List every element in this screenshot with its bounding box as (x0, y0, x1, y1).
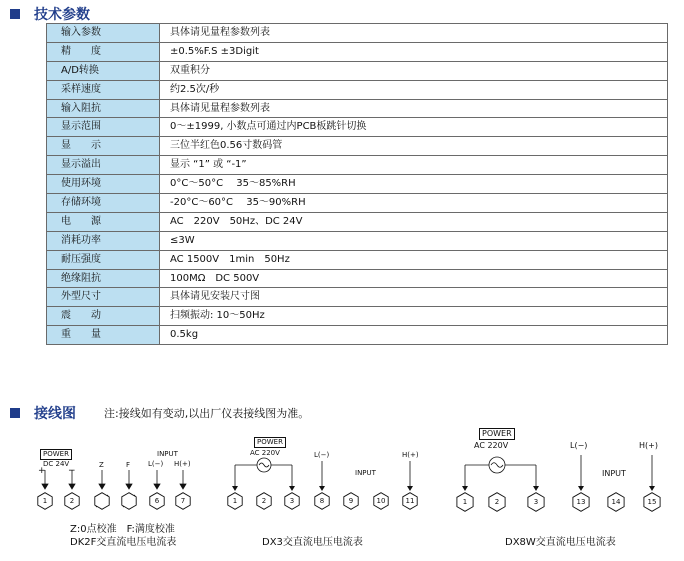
terminal-number: 13 (576, 498, 586, 506)
dk2f-z-label: Z (99, 461, 104, 469)
dx3-h-plus: H(+) (402, 451, 419, 459)
spec-value: ≤3W (160, 231, 668, 250)
spec-value: 具体请见安装尺寸图 (160, 288, 668, 307)
dx3-power-box: POWER (254, 437, 286, 448)
spec-key: 重 量 (47, 326, 160, 345)
spec-value: 0.5kg (160, 326, 668, 345)
spec-key: 输入参数 (47, 24, 160, 43)
terminal-node (526, 492, 546, 512)
terminal-node (487, 492, 507, 512)
dx3-l-minus: L(−) (314, 451, 330, 459)
dk2f-l-minus: L(−) (148, 460, 164, 468)
terminal-number: 2 (69, 497, 75, 505)
spec-key: 显 示 (47, 137, 160, 156)
spec-value: AC 1500V 1min 50Hz (160, 250, 668, 269)
terminal-number: 1 (462, 498, 468, 506)
terminal-number: 10 (376, 497, 386, 505)
terminal-number: 1 (232, 497, 238, 505)
dx3-caption: DX3交直流电压电流表 (262, 537, 363, 548)
terminal-number: 11 (405, 497, 415, 505)
spec-value: ±0.5%F.S ±3Digit (160, 42, 668, 61)
spec-value: 具体请见量程参数列表 (160, 24, 668, 43)
spec-value: 扫频振动: 10～50Hz (160, 307, 668, 326)
terminal-number: 7 (180, 497, 186, 505)
dk2f-power-box: POWER (40, 449, 72, 460)
spec-value: 100MΩ DC 500V (160, 269, 668, 288)
spec-key: 电 源 (47, 212, 160, 231)
spec-value: 具体请见量程参数列表 (160, 99, 668, 118)
dk2f-input-label: INPUT (157, 450, 178, 458)
dx8w-ac-label: AC 220V (474, 441, 509, 450)
spec-key: 存储环境 (47, 194, 160, 213)
terminal-node (606, 492, 626, 512)
spec-value: 约2.5次/秒 (160, 80, 668, 99)
wiring-section-title: 接线图 (34, 406, 76, 422)
dx8w-h-plus: H(+) (639, 441, 658, 450)
wiring-note: 注:接线如有变动,以出厂仪表接线图为准。 (104, 407, 310, 420)
terminal-node (571, 492, 591, 512)
terminal-node (455, 492, 475, 512)
spec-key: 消耗功率 (47, 231, 160, 250)
dk2f-f-label: F (126, 461, 131, 469)
dk2f-caption-line1: Z:0点校准 F:满度校准 (70, 524, 175, 535)
terminal-node (642, 492, 662, 512)
spec-key: 耐压强度 (47, 250, 160, 269)
dk2f-caption-line2: DK2F交直流电压电流表 (70, 537, 177, 548)
spec-value: 0°C～50°C 35～85%RH (160, 175, 668, 194)
dk2f-dc-label: DC 24V (43, 460, 70, 468)
spec-key: 震 动 (47, 307, 160, 326)
terminal-number: 14 (611, 498, 621, 506)
spec-key: A/D转换 (47, 61, 160, 80)
dx8w-l-minus: L(−) (570, 441, 588, 450)
spec-value: 0～±1999, 小数点可通过内PCB板跳针切换 (160, 118, 668, 137)
spec-key: 显示溢出 (47, 156, 160, 175)
spec-key: 外型尺寸 (47, 288, 160, 307)
spec-key: 精 度 (47, 42, 160, 61)
spec-key: 显示范围 (47, 118, 160, 137)
spec-value: 三位半红色0.56寸数码管 (160, 137, 668, 156)
dx8w-input-label: INPUT (602, 469, 626, 478)
terminal-number: 9 (348, 497, 354, 505)
dx3-input-label: INPUT (355, 469, 376, 477)
terminal-number: 1 (42, 497, 48, 505)
terminal-number: 2 (494, 498, 500, 506)
dx3-ac-label: AC 220V (250, 449, 280, 457)
terminal-number: 6 (154, 497, 160, 505)
spec-section-title: 技术参数 (34, 7, 90, 23)
terminal-number: 8 (319, 497, 325, 505)
spec-key: 使用环境 (47, 175, 160, 194)
dk2f-h-plus: H(+) (174, 460, 191, 468)
dx8w-caption: DX8W交直流电压电流表 (505, 537, 616, 548)
spec-value: 双重积分 (160, 61, 668, 80)
spec-key: 输入阻抗 (47, 99, 160, 118)
spec-value: AC 220V 50Hz、DC 24V (160, 212, 668, 231)
spec-value: 显示 “1” 或 “-1” (160, 156, 668, 175)
terminal-number: 2 (261, 497, 267, 505)
terminal-number: 3 (289, 497, 295, 505)
terminal-number: 3 (533, 498, 539, 506)
dk2f-plus: + (38, 466, 46, 476)
spec-value: -20°C～60°C 35～90%RH (160, 194, 668, 213)
dx8w-power-box: POWER (479, 428, 515, 440)
spec-key: 绝缘阻抗 (47, 269, 160, 288)
terminal-number: 15 (647, 498, 657, 506)
spec-key: 采样速度 (47, 80, 160, 99)
dk2f-minus: − (68, 466, 76, 476)
